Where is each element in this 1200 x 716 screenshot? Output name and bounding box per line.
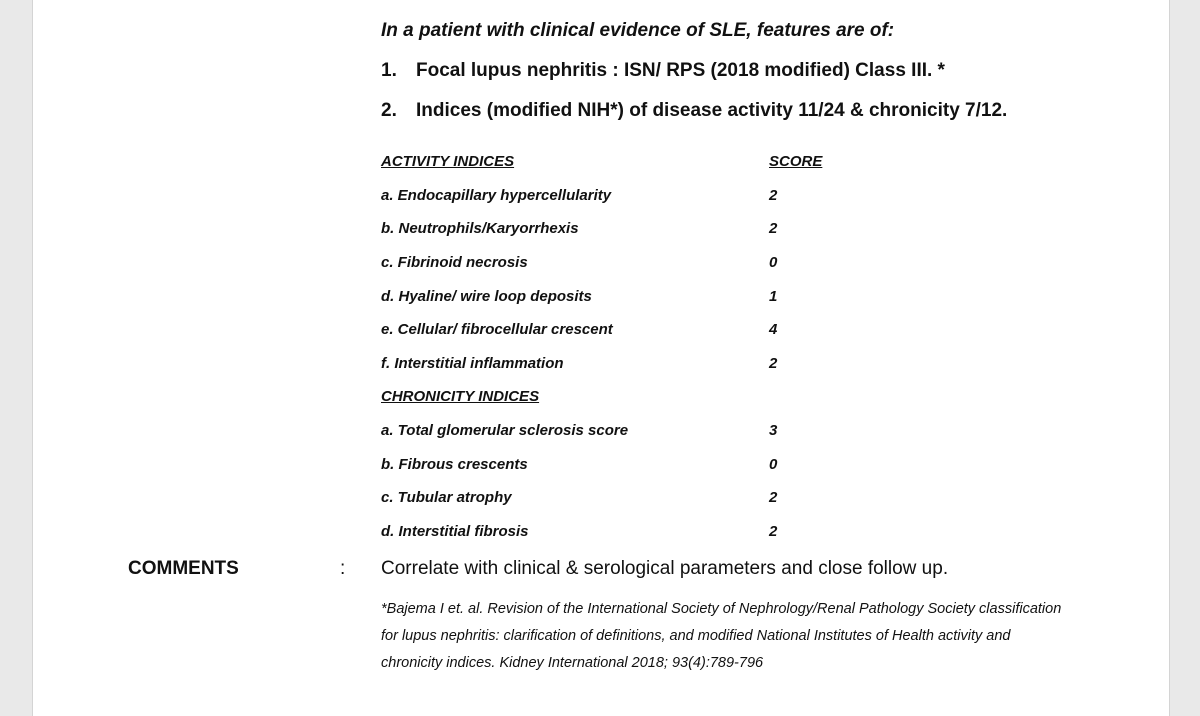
finding-item <box>381 100 1007 122</box>
activity-row <box>381 220 841 242</box>
activity-header-row <box>381 153 841 175</box>
index-score: 2 <box>769 355 778 372</box>
activity-row <box>381 321 841 343</box>
finding-text: Focal lupus nephritis : ISN/ RPS (2018 modified) Class III. * <box>416 60 945 81</box>
chronicity-row <box>381 456 841 478</box>
finding-number: 2. <box>381 100 397 121</box>
index-label: a. Total glomerular sclerosis score <box>381 422 629 439</box>
comments-label: COMMENTS <box>128 558 239 579</box>
index-score: 3 <box>769 422 778 439</box>
index-label: d. Interstitial fibrosis <box>381 523 529 540</box>
finding-text: Indices (modified NIH*) of disease activity 11/24 & chronicity 7/12. <box>416 100 1008 121</box>
index-score: 2 <box>769 489 778 506</box>
index-score: 2 <box>769 220 778 237</box>
chronicity-indices-heading: CHRONICITY INDICES <box>381 388 540 405</box>
comments-colon: : <box>340 558 346 579</box>
comments-text: Correlate with clinical & serological parameters and close follow up. <box>381 558 949 579</box>
index-label: e. Cellular/ fibrocellular crescent <box>381 321 613 338</box>
chronicity-row <box>381 422 841 444</box>
finding-item <box>381 60 945 82</box>
index-label: c. Fibrinoid necrosis <box>381 254 528 271</box>
activity-indices-heading: ACTIVITY INDICES <box>381 153 515 170</box>
activity-row <box>381 355 841 377</box>
chronicity-header-row <box>381 388 841 410</box>
index-label: c. Tubular atrophy <box>381 489 512 506</box>
index-label: a. Endocapillary hypercellularity <box>381 187 612 204</box>
index-label: f. Interstitial inflammation <box>381 355 564 372</box>
index-score: 0 <box>769 456 778 473</box>
index-score: 0 <box>769 254 778 271</box>
reference-footnote: *Bajema I et. al. Revision of the International Society of Nephrology/Renal Pathology Society classification for lupus nephritis: clarification of definitions, and modified National Institutes of Health activity and chronicity indices. Kidney International 2018; 93(4):789-796 <box>381 601 1062 671</box>
score-heading: SCORE <box>769 153 823 170</box>
index-label: d. Hyaline/ wire loop deposits <box>381 288 592 305</box>
activity-row <box>381 288 841 310</box>
finding-number: 1. <box>381 60 397 81</box>
index-label: b. Neutrophils/Karyorrhexis <box>381 220 579 237</box>
intro-text: In a patient with clinical evidence of SLE, features are of: <box>381 20 895 41</box>
report-page <box>32 0 1170 716</box>
activity-row <box>381 187 841 209</box>
index-label: b. Fibrous crescents <box>381 456 528 473</box>
index-score: 2 <box>769 523 778 540</box>
chronicity-row <box>381 489 841 511</box>
index-score: 4 <box>769 321 778 338</box>
chronicity-row <box>381 523 841 545</box>
index-score: 2 <box>769 187 778 204</box>
index-score: 1 <box>769 288 778 305</box>
activity-row <box>381 254 841 276</box>
